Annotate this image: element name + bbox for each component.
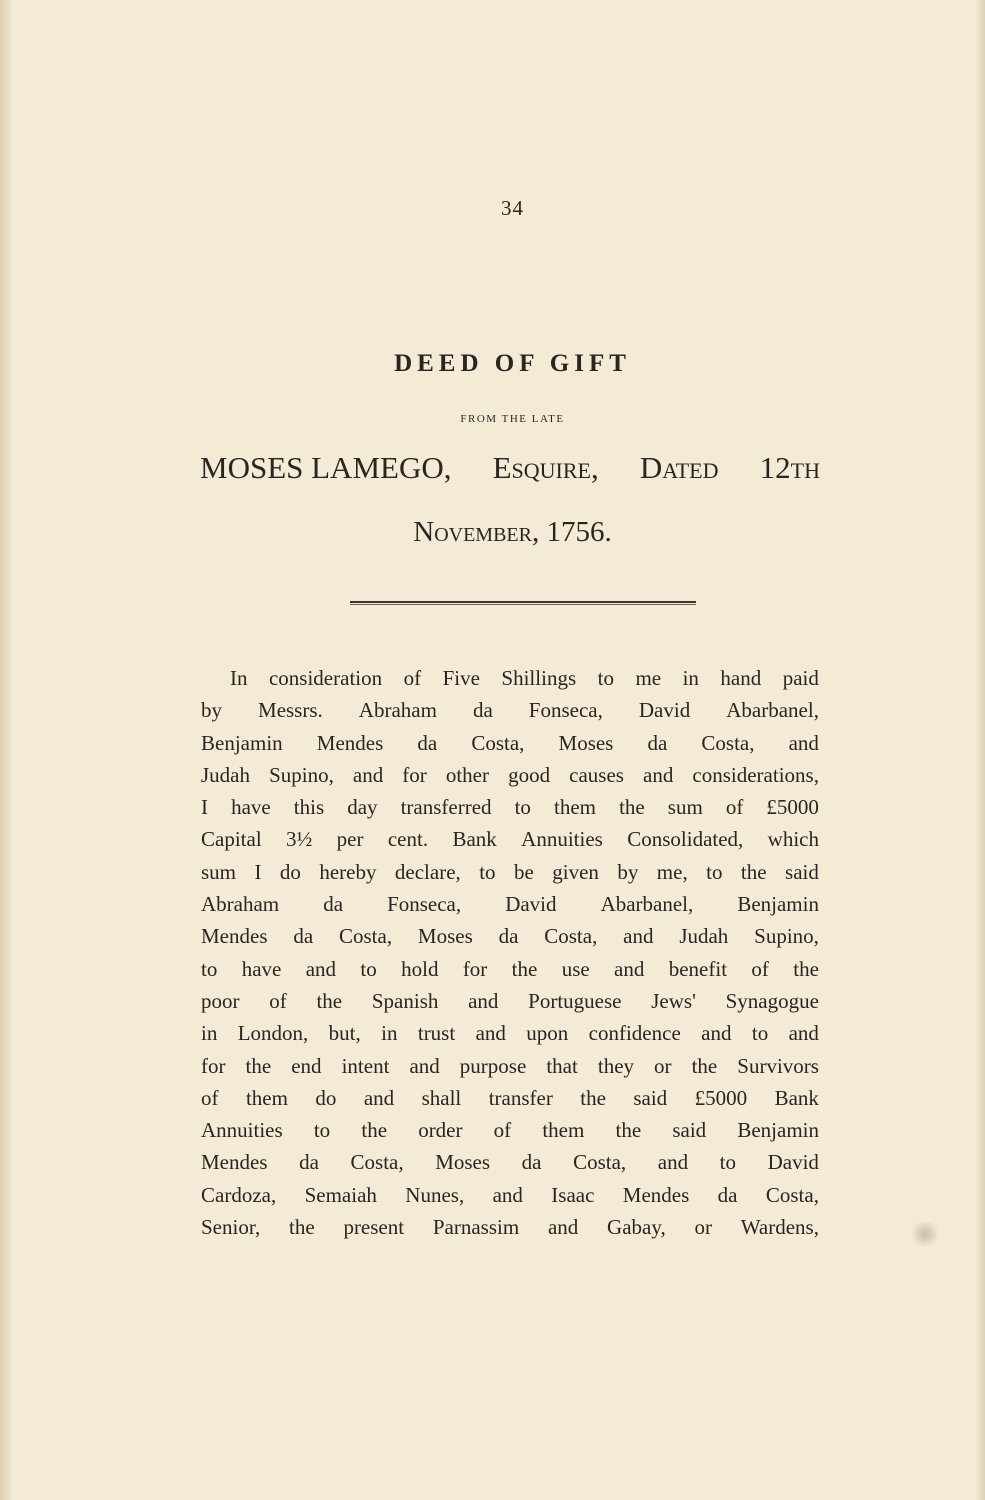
body-word: Judah — [679, 924, 729, 949]
body-word: Portuguese — [528, 988, 622, 1013]
body-word: causes — [569, 762, 624, 787]
body-word: Bank — [774, 1085, 819, 1110]
body-word: Supino, — [754, 924, 819, 949]
body-word: Spanish — [371, 988, 439, 1013]
body-word: me — [635, 666, 662, 690]
body-word: and — [305, 956, 337, 981]
body-word: Wardens, — [740, 1215, 819, 1240]
body-word: by — [617, 859, 639, 884]
body-word: da — [472, 698, 493, 723]
body-word: and — [623, 924, 654, 949]
body-word: David — [638, 698, 691, 723]
body-word: in — [201, 1021, 218, 1046]
body-word: consideration — [268, 666, 383, 690]
body-word: of — [751, 956, 769, 981]
body-word: have — [241, 956, 282, 981]
body-word: Benjamin — [201, 730, 283, 755]
heading-name: MOSES LAMEGO, — [200, 450, 452, 485]
body-line — [201, 791, 819, 823]
body-word: to — [597, 666, 614, 690]
body-word: to — [479, 859, 496, 884]
body-word: intent — [341, 1053, 390, 1078]
body-word: the — [361, 1118, 388, 1143]
body-word: Benjamin — [737, 1118, 819, 1143]
body-word: which — [767, 827, 819, 852]
body-word: hereby — [319, 859, 377, 884]
body-word: to — [706, 859, 723, 884]
body-word: to — [514, 795, 531, 820]
body-word: Consolidated, — [627, 827, 744, 852]
body-word: Mendes — [622, 1182, 690, 1207]
body-word: and — [475, 1021, 506, 1046]
body-word: for — [462, 956, 488, 981]
body-word: to — [751, 1021, 769, 1046]
body-word: this — [293, 795, 325, 820]
body-word: the — [793, 956, 819, 981]
body-line — [201, 759, 819, 791]
body-word: of — [493, 1118, 512, 1143]
body-word: and — [363, 1085, 395, 1110]
body-word: London, — [237, 1021, 309, 1046]
body-word: Moses — [417, 924, 473, 949]
body-word: to — [201, 956, 218, 981]
body-word: they — [597, 1053, 635, 1078]
body-word: da — [417, 730, 438, 755]
body-word: in — [682, 666, 699, 690]
body-word: Semaiah — [304, 1182, 377, 1207]
body-word: I — [254, 859, 262, 884]
heading-year: 1756. — [546, 516, 612, 548]
body-word: Costa, — [338, 924, 393, 949]
body-word: to — [360, 956, 377, 981]
body-word: Capital — [201, 827, 262, 852]
body-word: considerations, — [692, 762, 819, 787]
body-word: Costa, — [471, 730, 525, 755]
body-word: paid — [782, 666, 819, 690]
body-word: Moses — [435, 1150, 491, 1175]
body-word: said — [633, 1085, 668, 1110]
body-word: and — [468, 988, 499, 1013]
body-word: and — [547, 1215, 579, 1240]
body-word: In — [230, 666, 248, 690]
body-word: Fonseca, — [387, 892, 462, 917]
section-divider-rule — [350, 601, 696, 605]
body-word: Cardoza, — [201, 1182, 277, 1207]
body-word: them — [542, 1118, 585, 1143]
body-word: or — [654, 1053, 672, 1078]
body-word: and — [788, 730, 819, 755]
body-word: Mendes — [316, 730, 384, 755]
body-word: of — [403, 666, 422, 690]
body-word: the — [740, 859, 767, 884]
body-word: per — [336, 827, 364, 852]
body-word: purpose — [459, 1053, 527, 1078]
body-word: order — [418, 1118, 463, 1143]
body-word: and — [657, 1150, 689, 1175]
body-word: Abraham — [358, 698, 437, 723]
body-word: and — [409, 1053, 440, 1078]
body-word: Costa, — [573, 1150, 627, 1175]
body-word: the — [615, 1118, 642, 1143]
body-word: Supino, — [269, 762, 334, 787]
body-line — [201, 1017, 819, 1049]
body-word: by — [201, 698, 222, 723]
body-word: end — [291, 1053, 322, 1078]
body-word: and — [492, 1182, 523, 1207]
body-word: Gabay, — [607, 1215, 666, 1240]
body-word: Abarbanel, — [600, 892, 694, 917]
body-word: da — [647, 730, 668, 755]
body-word: Parnassim — [432, 1215, 520, 1240]
body-word: Costa, — [350, 1150, 404, 1175]
body-word: and — [643, 762, 674, 787]
body-word: Nunes, — [405, 1182, 465, 1207]
from-the-late-subheading: FROM THE LATE — [460, 413, 565, 425]
heading-esquire: Esquire, — [492, 450, 599, 485]
body-word: the — [580, 1085, 606, 1110]
body-line — [201, 856, 819, 888]
body-word: da — [323, 892, 344, 917]
body-line — [201, 823, 819, 855]
body-word: Costa, — [544, 924, 598, 949]
body-word: hand — [720, 666, 762, 690]
body-line — [201, 1211, 819, 1243]
body-word: da — [498, 924, 519, 949]
body-line — [201, 985, 819, 1017]
body-line — [201, 662, 819, 694]
body-word: Messrs. — [258, 698, 323, 723]
body-word: the — [511, 956, 538, 981]
body-word: said — [672, 1118, 707, 1143]
paper-smudge — [909, 1222, 941, 1246]
body-word: confidence — [588, 1021, 681, 1046]
body-word: of — [201, 1085, 219, 1110]
body-word: them — [245, 1085, 288, 1110]
body-word: the — [316, 988, 343, 1013]
body-word: Annuities — [521, 827, 603, 852]
body-word: Judah — [201, 762, 250, 787]
body-word: the — [245, 1053, 272, 1078]
body-word: the — [289, 1215, 315, 1240]
body-line — [201, 694, 819, 726]
body-word: Five — [442, 666, 480, 690]
body-word: of — [269, 988, 287, 1013]
body-word: da — [521, 1150, 542, 1175]
body-word: Synagogue — [725, 988, 819, 1013]
page-number: 34 — [501, 196, 524, 220]
body-word: da — [717, 1182, 738, 1207]
body-word: Shillings — [501, 666, 577, 690]
body-word: in — [381, 1021, 398, 1046]
body-line — [201, 888, 819, 920]
body-word: upon — [526, 1021, 569, 1046]
body-word: Isaac — [551, 1182, 595, 1207]
body-word: Mendes — [201, 924, 268, 949]
body-word: declare, — [394, 859, 461, 884]
body-word: given — [552, 859, 599, 884]
body-word: and — [701, 1021, 732, 1046]
body-word: Abarbanel, — [726, 698, 819, 723]
body-word: Costa, — [701, 730, 755, 755]
body-word: Survivors — [737, 1053, 819, 1078]
body-word: Fonseca, — [528, 698, 603, 723]
body-word: have — [231, 795, 271, 820]
body-line — [201, 920, 819, 952]
body-word: do — [279, 859, 301, 884]
body-line — [201, 1082, 819, 1114]
body-word: to — [313, 1118, 331, 1143]
body-word: for — [201, 1053, 226, 1078]
body-word: da — [299, 1150, 319, 1175]
body-line — [201, 727, 819, 759]
deed-title: DEED OF GIFT — [394, 350, 631, 377]
body-word: sum — [667, 795, 703, 820]
body-line — [201, 1114, 819, 1146]
body-word: the — [619, 795, 645, 820]
body-word: me, — [656, 859, 688, 884]
body-word: shall — [421, 1085, 462, 1110]
body-word: and — [352, 762, 384, 787]
heading-day: 12th — [759, 450, 820, 485]
body-word: that — [546, 1053, 578, 1078]
body-word: Mendes — [201, 1150, 268, 1175]
body-word: Costa, — [765, 1182, 819, 1207]
body-line — [201, 1179, 819, 1211]
body-word: £5000 — [694, 1085, 748, 1110]
body-word: benefit — [668, 956, 728, 981]
body-line — [201, 1146, 819, 1178]
body-word: or — [694, 1215, 713, 1240]
heading-dated: Dated — [639, 450, 719, 485]
body-word: use — [561, 956, 590, 981]
body-word: be — [514, 859, 534, 884]
body-word: said — [785, 859, 819, 884]
body-word: Jews' — [651, 988, 696, 1013]
body-word: day — [347, 795, 378, 820]
body-line — [201, 1050, 819, 1082]
body-word: poor — [201, 988, 240, 1013]
heading-name-line — [200, 448, 820, 488]
body-word: transfer — [488, 1085, 553, 1110]
body-word: 3½ — [286, 827, 313, 852]
body-word: Senior, — [201, 1215, 261, 1240]
body-word: trust — [417, 1021, 456, 1046]
heading-date-line — [0, 512, 985, 552]
body-word: do — [315, 1085, 337, 1110]
body-word: of — [725, 795, 744, 820]
deed-body-text — [201, 662, 819, 1243]
body-word: the — [691, 1053, 718, 1078]
body-word: Bank — [452, 827, 497, 852]
body-word: Annuities — [201, 1118, 283, 1143]
body-word: Moses — [558, 730, 614, 755]
body-word: and — [788, 1021, 819, 1046]
body-word: other — [445, 762, 489, 787]
body-word: £5000 — [766, 795, 819, 820]
body-word: David — [505, 892, 557, 917]
body-word: I — [201, 795, 208, 820]
body-word: cent. — [387, 827, 429, 852]
body-word: to — [719, 1150, 737, 1175]
body-word: Abraham — [201, 892, 280, 917]
heading-month: November, — [413, 516, 540, 548]
body-word: da — [293, 924, 314, 949]
body-word: and — [614, 956, 645, 981]
body-word: hold — [401, 956, 439, 981]
body-word: present — [343, 1215, 405, 1240]
body-word: them — [554, 795, 596, 820]
body-word: transferred — [400, 795, 492, 820]
body-line — [201, 953, 819, 985]
body-word: but, — [328, 1021, 361, 1046]
body-word: David — [767, 1150, 819, 1175]
body-word: sum — [201, 859, 237, 884]
body-word: for — [402, 762, 427, 787]
body-word: good — [508, 762, 551, 787]
body-word: Benjamin — [737, 892, 819, 917]
